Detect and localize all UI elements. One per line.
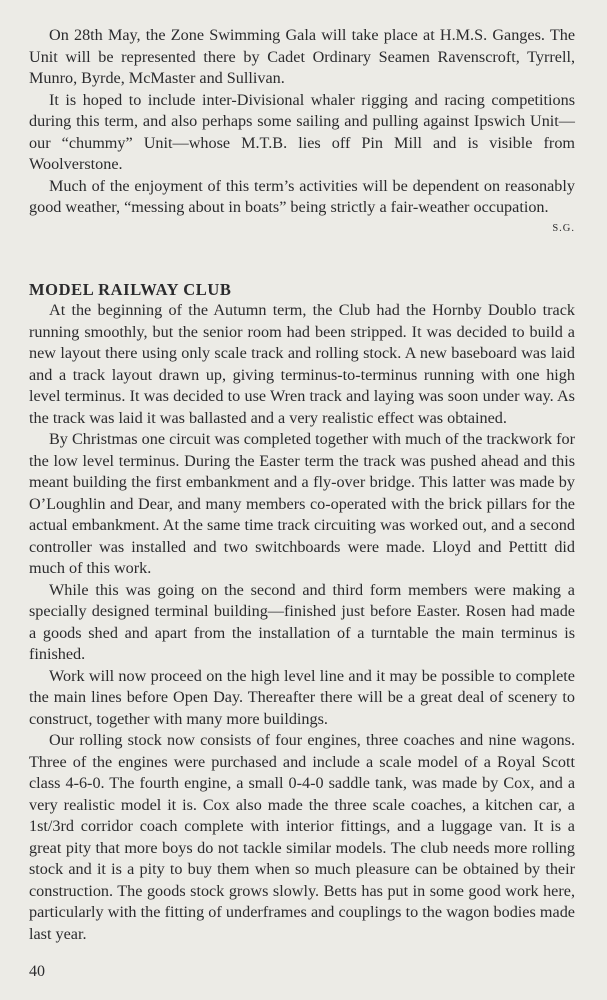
swimming-gala-paragraph: On 28th May, the Zone Swimming Gala will take place at H.M.S. Ganges. The Unit will be represented there by Cadet Ordinary Seamen Ravenscroft, Tyrrell, Munro, Byrde, McMaster and Sullivan. bbox=[29, 26, 575, 87]
future-work-paragraph: Work will now proceed on the high level line and it may be possible to complete the main lines before Open Day. Thereafter there will be a great deal of scenery to construct, together with many more buildings. bbox=[29, 666, 575, 728]
autumn-term-paragraph: At the beginning of the Autumn term, the Club had the Hornby Doublo track running smoothly, but the senior room had been stripped. It was decided to build a new layout there using only scale track and rolling stock. A new baseboard was laid and a track layout drawn up, giving terminus-to-terminus running with one high level terminus. It was decided to use Wren track and laying was soon under way. As the track was laid it was ballasted and a very realistic effect was obtained. bbox=[29, 301, 575, 427]
sea-cadets-section bbox=[29, 25, 575, 234]
page-content bbox=[29, 25, 575, 945]
rolling-stock-paragraph: Our rolling stock now consists of four engines, three coaches and nine wagons. Three of the engines were purchased and include a scale model of a Royal Scott class 4-6-0. The fourth engine, a small 0-4-0 saddle tank, was made by Cox, and a very realistic model it is. Cox also made the three scale coaches, a kitchen car, a 1st/3rd corridor coach complete with interior fittings, and a luggage van. It is a great pity that more boys do not tackle similar models. The club needs more rolling stock and it is a pity to buy them when so much pleasure can be obtained by their construction. The goods stock grows slowly. Betts has put in some good work here, particularly with the fitting of underframes and couplings to the wagon bodies made last year. bbox=[29, 731, 575, 943]
model-railway-section bbox=[29, 279, 575, 946]
page-number: 40 bbox=[29, 963, 45, 980]
whaler-competitions-paragraph: It is hoped to include inter-Divisional whaler rigging and racing competitions during this term, and also perhaps some sailing and pulling against Ipswich Unit—our “chummy” Unit—whose M.T.B. lies off Pin Mill and is visible from Woolverstone. bbox=[29, 90, 575, 173]
section-heading: MODEL RAILWAY CLUB bbox=[29, 279, 232, 299]
terminal-building-paragraph: While this was going on the second and third form members were making a specially designed terminal building—finished just before Easter. Rosen had made a goods shed and apart from the installation of a turntable the main terminus is finished. bbox=[29, 580, 575, 663]
author-initials: S.G. bbox=[552, 222, 575, 234]
weather-paragraph: Much of the enjoyment of this term’s activities will be dependent on reasonably good weather, “messing about in boats” being strictly a fair-weather occupation. bbox=[29, 176, 575, 216]
christmas-paragraph: By Christmas one circuit was completed together with much of the trackwork for the low level terminus. During the Easter term the track was pushed ahead and this meant building the first embankment and a fly-over bridge. This latter was made by O’Loughlin and Dear, and many members co-operated with the brick pillars for the actual embankment. At the same time track circuiting was worked out, and a second controller was installed and two switchboards were made. Lloyd and Pettitt did much of this work. bbox=[29, 430, 575, 577]
